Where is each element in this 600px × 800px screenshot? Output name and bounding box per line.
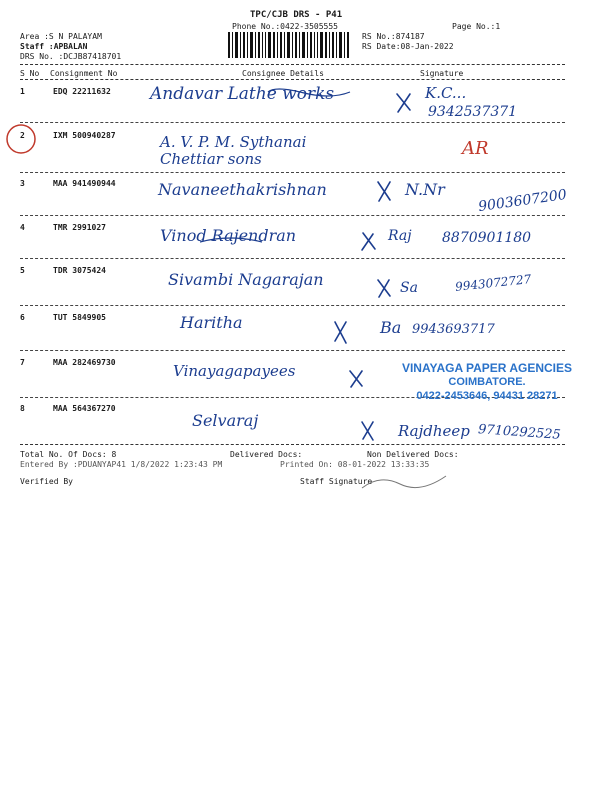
staff-label: Staff :APBALAN: [20, 42, 88, 51]
consignee-handwriting: Haritha: [180, 313, 243, 332]
consignment-number: TMR 2991027: [53, 223, 106, 232]
consignee-handwriting: Vinod Rajendran: [160, 226, 297, 245]
row-sno: 2: [20, 131, 25, 140]
consignment-number: TUT 5849905: [53, 313, 106, 322]
phone-handwriting: 9003607200: [477, 186, 568, 216]
phone-handwriting: 9342537371: [428, 104, 518, 120]
consignee-handwriting: A. V. P. M. Sythanai Chettiar sons: [160, 133, 307, 168]
delivered-docs: Delivered Docs:: [230, 450, 303, 459]
stamp-city: COIMBATORE.: [448, 376, 526, 388]
staff-signature-label: Staff Signature: [300, 477, 373, 486]
verified-by-label: Verified By: [20, 477, 73, 486]
rs-date: RS Date:08-Jan-2022: [362, 42, 454, 51]
phone-handwriting: 9943072727: [454, 272, 532, 294]
document-title: TPC/CJB DRS - P41: [250, 10, 343, 20]
row-sno: 3: [20, 179, 25, 188]
rs-number: RS No.:874187: [362, 32, 425, 41]
area-label: Area :S N PALAYAM: [20, 32, 102, 41]
stamp-phones: 0422-2453646, 94431 28271: [416, 390, 558, 402]
consignee-handwriting: Sivambi Nagarajan: [168, 270, 324, 289]
consignment-number: MAA 941490944: [53, 179, 116, 188]
consignee-handwriting: Navaneethakrishnan: [158, 180, 327, 199]
consignment-number: TDR 3075424: [53, 266, 106, 275]
column-signature: Signature: [420, 69, 464, 78]
row-sno: 5: [20, 266, 25, 275]
drs-number: DRS No. :DCJB87418701: [20, 52, 122, 61]
phone-number: Phone No.:0422-3505555: [232, 22, 338, 31]
column-consignment: Consignment No: [50, 69, 118, 78]
row-sno: 8: [20, 404, 25, 413]
signature-handwriting: Sa: [400, 280, 418, 296]
column-sno: S No: [20, 69, 40, 78]
stamp-name: VINAYAGA PAPER AGENCIES: [401, 361, 573, 375]
row-sno: 7: [20, 358, 25, 367]
footer-rule: [20, 444, 565, 445]
non-delivered-docs: Non Delivered Docs:: [367, 450, 459, 459]
phone-handwriting: 9710292525: [477, 422, 562, 443]
signature-handwriting: N.Nr: [405, 180, 445, 199]
consignment-number: MAA 282469730: [53, 358, 116, 367]
signature-handwriting: AR: [462, 138, 489, 159]
phone-handwriting: 9943693717: [412, 322, 495, 337]
row-sno: 6: [20, 313, 25, 322]
row-sno: 1: [20, 87, 25, 96]
consignment-number: EDQ 22211632: [53, 87, 111, 96]
column-consignee: Consignee Details: [242, 69, 324, 78]
signature-handwriting: Ba: [380, 318, 402, 337]
row-sno: 4: [20, 223, 25, 232]
entered-by: Entered By :PDUANYAP41 1/8/2022 1:23:43 PM: [20, 460, 223, 469]
consignee-handwriting: Vinayagapayees: [173, 362, 296, 380]
printed-on: Printed On: 08-01-2022 13:33:35: [280, 460, 430, 469]
consignment-number: MAA 564367270: [53, 404, 116, 413]
signature-handwriting: Raj: [388, 228, 412, 244]
company-stamp: [398, 361, 576, 403]
signature-handwriting: Rajdheep: [398, 422, 470, 440]
consignee-handwriting: Andavar Lathe works: [150, 84, 335, 104]
consignee-handwriting: Selvaraj: [192, 411, 259, 430]
staff-signature-scribble: [360, 470, 450, 494]
total-docs: Total No. Of Docs: 8: [20, 450, 117, 459]
signature-handwriting: K.C...: [425, 84, 467, 102]
phone-handwriting: 8870901180: [442, 230, 532, 246]
consignment-number: IXM 500940287: [53, 131, 116, 140]
page-number: Page No.:1: [452, 22, 501, 31]
